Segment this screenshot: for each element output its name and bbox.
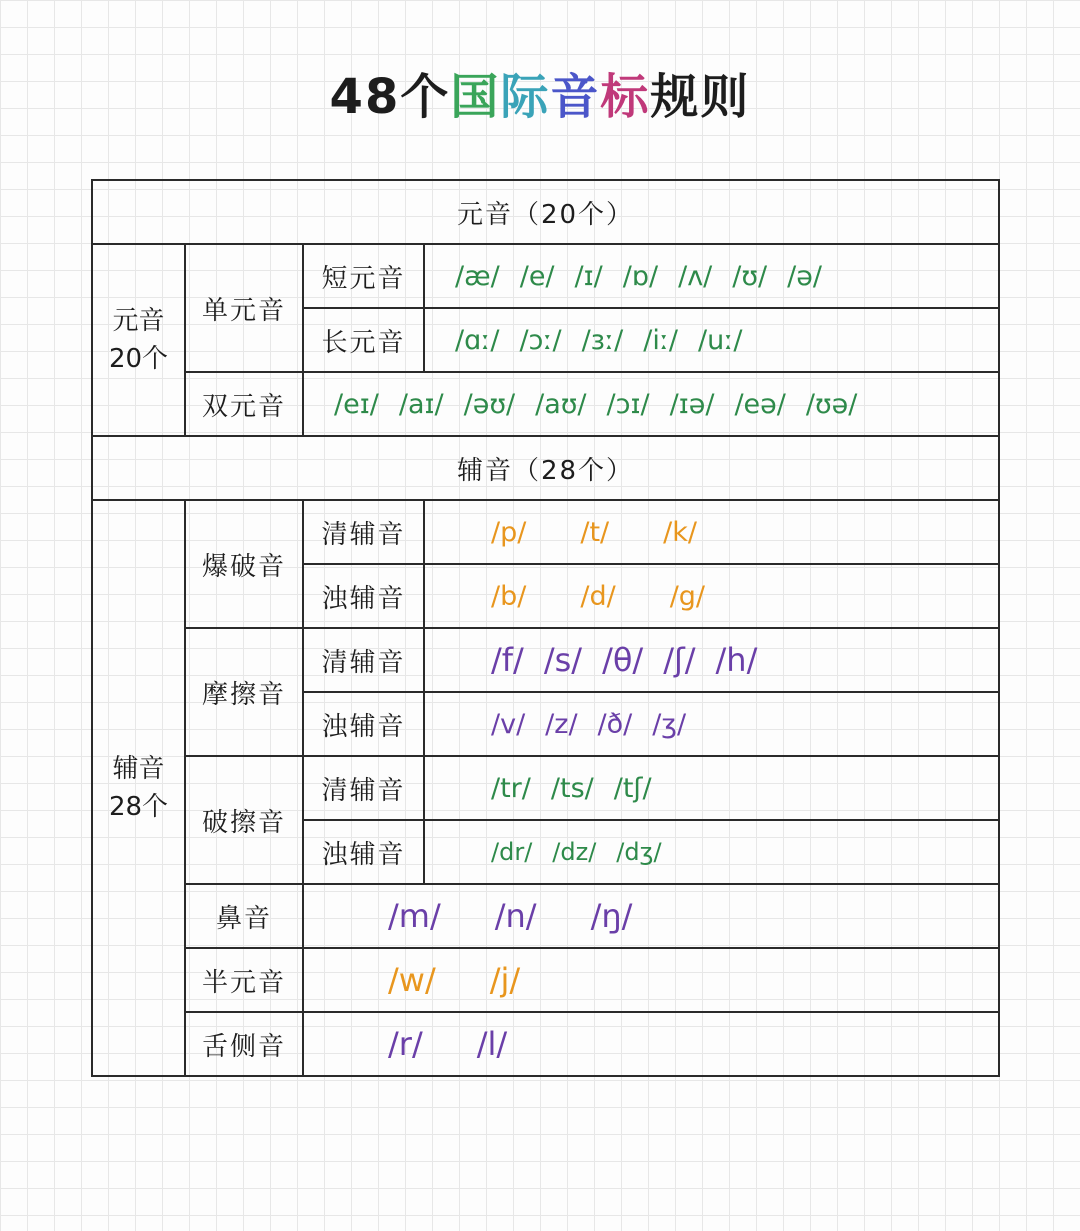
vowel-category-label: 元音: [112, 306, 165, 336]
phonetic-symbol: /ɑː/: [455, 324, 500, 356]
phonetic-symbol: /ʊə/: [805, 388, 858, 420]
vowel-header-row: [92, 180, 999, 244]
ipa-table: [91, 179, 1000, 1077]
phonetic-symbol: /ə/: [787, 260, 822, 292]
vowel-category: [92, 244, 185, 436]
phonetic-symbol: /ʒ/: [652, 708, 687, 740]
phonetic-symbol: /ŋ/: [590, 897, 633, 935]
short-vowel-symbols: [424, 244, 999, 308]
phonetic-symbol: /dʒ/: [616, 838, 662, 866]
phonetic-symbol: /ʊ/: [732, 260, 768, 292]
phonetic-symbol: /ts/: [550, 772, 594, 804]
nasal-symbols: [303, 884, 999, 948]
consonant-header: 辅音（28个）: [92, 436, 999, 500]
title-part: 标: [600, 69, 651, 125]
title-part: 48个: [329, 69, 451, 125]
phonetic-symbol: /iː/: [643, 324, 679, 356]
fricative-label: 摩擦音: [185, 628, 303, 756]
phonetic-symbol: /w/: [388, 961, 436, 999]
phonetic-symbol: /aʊ/: [535, 388, 587, 420]
phonetic-symbol: /uː/: [698, 324, 743, 356]
title-part: 音: [550, 69, 601, 125]
phonetic-symbol: /ɔː/: [519, 324, 562, 356]
title-part: 规则: [650, 69, 751, 125]
voiced-label: 浊辅音: [303, 692, 424, 756]
consonant-category-label: 辅音: [112, 754, 165, 784]
vowel-header: 元音（20个）: [92, 180, 999, 244]
nasal-row: [92, 884, 999, 948]
voiceless-label: 清辅音: [303, 628, 424, 692]
phonetic-symbol: /n/: [494, 897, 537, 935]
phonetic-symbol: /g/: [669, 580, 706, 612]
affricate-voiceless-symbols: [424, 756, 999, 820]
phonetic-symbol: /ð/: [597, 708, 633, 740]
monophthong-label: 单元音: [185, 244, 303, 372]
page-title: [0, 62, 1080, 132]
phonetic-symbol: /d/: [580, 580, 616, 612]
phonetic-symbol: /æ/: [455, 260, 500, 292]
voiceless-label: 清辅音: [303, 756, 424, 820]
affricate-label: 破擦音: [185, 756, 303, 884]
long-vowel-label: 长元音: [303, 308, 424, 372]
phonetic-symbol: /p/: [491, 516, 527, 548]
voiced-label: 浊辅音: [303, 820, 424, 884]
diphthong-symbols: [303, 372, 999, 436]
diphthong-label: 双元音: [185, 372, 303, 436]
phonetic-symbol: /ɔɪ/: [606, 388, 650, 420]
long-vowel-symbols: [424, 308, 999, 372]
phonetic-symbol: /eɪ/: [334, 388, 379, 420]
phonetic-symbol: /e/: [519, 260, 555, 292]
fricative-voiced-symbols: [424, 692, 999, 756]
lateral-row: [92, 1012, 999, 1076]
voiceless-label: 清辅音: [303, 500, 424, 564]
phonetic-symbol: /ɜː/: [581, 324, 624, 356]
semivowel-label: 半元音: [185, 948, 303, 1012]
lateral-label: 舌侧音: [185, 1012, 303, 1076]
lateral-symbols: [303, 1012, 999, 1076]
phonetic-symbol: /k/: [663, 516, 697, 548]
phonetic-symbol: /ɪə/: [669, 388, 715, 420]
semivowel-symbols: [303, 948, 999, 1012]
diphthong-row: [92, 372, 999, 436]
phonetic-symbol: /l/: [476, 1025, 508, 1063]
phonetic-symbol: /ɒ/: [622, 260, 659, 292]
short-vowel-label: 短元音: [303, 244, 424, 308]
phonetic-symbol: /r/: [388, 1025, 423, 1063]
affricate-voiceless-row: [92, 756, 999, 820]
phonetic-symbol: /dr/: [491, 838, 533, 866]
nasal-label: 鼻音: [185, 884, 303, 948]
voiced-label: 浊辅音: [303, 564, 424, 628]
vowel-category-count: 20个: [108, 344, 169, 374]
consonant-category-count: 28个: [108, 792, 169, 822]
short-vowel-row: [92, 244, 999, 308]
phonetic-symbol: /dz/: [552, 838, 597, 866]
phonetic-symbol: /ʃ/: [663, 641, 696, 679]
phonetic-symbol: /z/: [545, 708, 578, 740]
phonetic-symbol: /θ/: [602, 641, 644, 679]
phonetic-symbol: /h/: [715, 641, 758, 679]
title-part: 际: [500, 69, 551, 125]
consonant-header-row: [92, 436, 999, 500]
phonetic-symbol: /ʌ/: [678, 260, 713, 292]
phonetic-symbol: /b/: [491, 580, 527, 612]
phonetic-symbol: /f/: [491, 641, 524, 679]
phonetic-symbol: /s/: [543, 641, 583, 679]
plosive-voiceless-row: [92, 500, 999, 564]
phonetic-symbol: /aɪ/: [398, 388, 444, 420]
plosive-voiceless-symbols: [424, 500, 999, 564]
affricate-voiced-symbols: [424, 820, 999, 884]
fricative-voiceless-row: [92, 628, 999, 692]
plosive-voiced-symbols: [424, 564, 999, 628]
phonetic-symbol: /t/: [580, 516, 610, 548]
phonetic-symbol: /j/: [489, 961, 521, 999]
plosive-label: 爆破音: [185, 500, 303, 628]
consonant-category: [92, 500, 185, 1076]
semivowel-row: [92, 948, 999, 1012]
fricative-voiceless-symbols: [424, 628, 999, 692]
phonetic-symbol: /tr/: [491, 772, 531, 804]
title-part: 国: [450, 69, 501, 125]
phonetic-symbol: /eə/: [734, 388, 786, 420]
phonetic-symbol: /v/: [491, 708, 526, 740]
phonetic-symbol: /m/: [388, 897, 441, 935]
phonetic-symbol: /ɪ/: [574, 260, 603, 292]
phonetic-symbol: /əʊ/: [463, 388, 516, 420]
phonetic-symbol: /tʃ/: [613, 772, 652, 804]
